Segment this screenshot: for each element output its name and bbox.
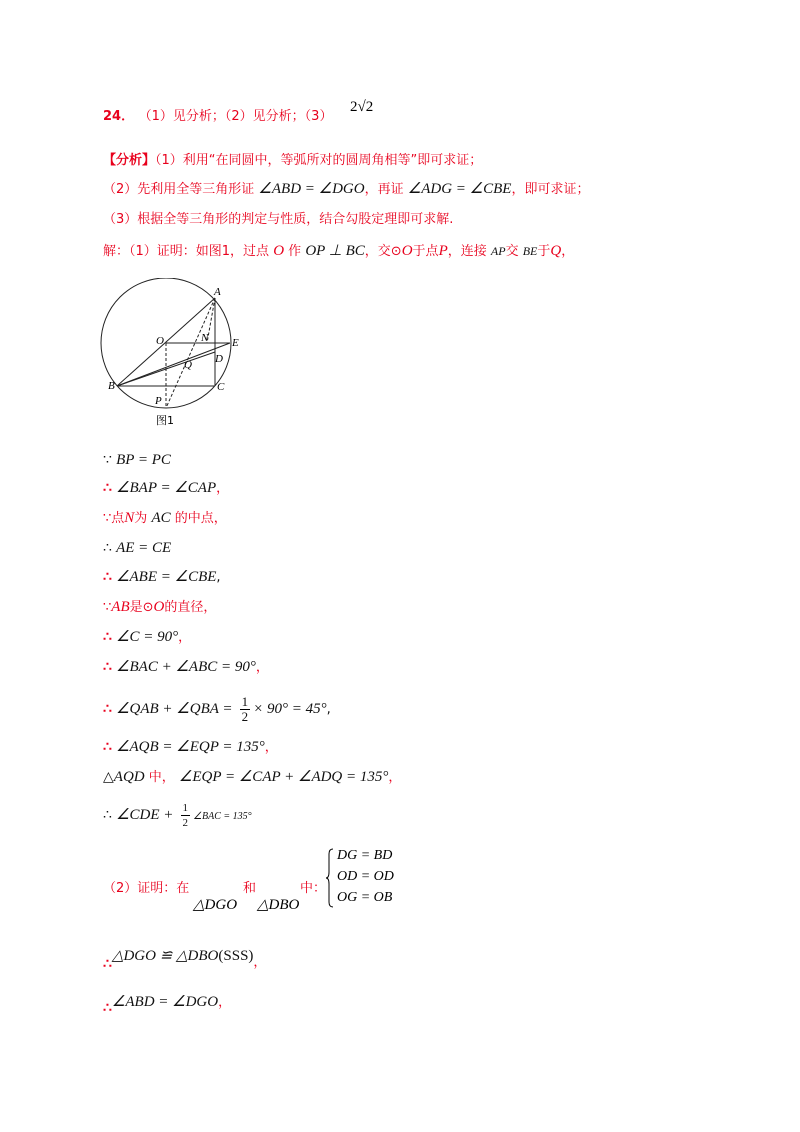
fraction-half-2: $\frac{1}{2}$ [182, 802, 189, 829]
step-3: ∵点N为 AC 的中点， [103, 510, 227, 526]
analysis-tag: 【分析】 [103, 153, 156, 168]
step-8: ∴ ∠BAC + ∠ABC = 90°， [103, 659, 269, 675]
label-c: C [217, 381, 225, 393]
step-11: △AQD 中， ∠EQP = ∠CAP + ∠ADQ = 135°， [103, 769, 402, 785]
step-5: ∴ ∠ABE = ∠CBE, [103, 569, 221, 585]
part2-tri1: △DGO [193, 897, 238, 913]
part2-intro: （2）证明：在 [103, 881, 190, 896]
answer-three-value: 2√2 [350, 99, 374, 115]
step-10: ∴ ∠AQB = ∠EQP = 135°， [103, 739, 278, 755]
geometry-figure [95, 278, 255, 430]
conclusion-1: ∴△DGO ≌ △DBO(SSS)， [103, 948, 267, 972]
system-eq-3: OG = OB [337, 890, 393, 905]
label-b: B [108, 380, 115, 392]
part2-and: 和 [243, 881, 257, 896]
step-7: ∴ ∠C = 90°， [103, 629, 192, 645]
step-2: ∴ ∠BAP = ∠CAP， [103, 480, 230, 496]
answer-line [103, 108, 332, 126]
step-6: ∵AB是⊙O的直径， [103, 599, 217, 615]
segment-be [117, 343, 230, 386]
answer-summary: （1）见分析；（2）见分析；（3） [138, 109, 333, 124]
step-1: ∵ BP = PC [103, 452, 171, 468]
segment-ap-dashed [166, 298, 215, 408]
system-eq-2: OD = OD [337, 869, 394, 884]
label-d: D [215, 353, 223, 365]
analysis-line-2: （2）先利用全等三角形证 ∠ABD = ∠DGO，再证 ∠ADG = ∠CBE，即可求证； [103, 181, 590, 197]
step-12: ∴ ∠CDE + $\frac{1}{2}$ ∠BAC = 135° [103, 802, 252, 829]
fraction-half: $\frac{1}{2}$ [241, 694, 249, 724]
label-a: A [214, 286, 221, 298]
solution-line: 解：（1）证明：如图1，过点 O 作 OP ⊥ BC，交⊙O于点P，连接 AP交 BE于Q， [103, 243, 575, 259]
label-q: Q [184, 359, 192, 371]
system-eq-1: DG = BD [337, 848, 393, 863]
step-4: ∴ AE = CE [103, 540, 172, 556]
figure-caption: 图1 [156, 414, 174, 427]
part2-mid: 中： [300, 881, 327, 896]
analysis-line-1: 【分析】（1）利用“在同圆中，等弧所对的圆周角相等”即可求证； [103, 153, 483, 168]
label-p: P [155, 395, 162, 407]
label-e: E [232, 337, 239, 349]
part2-tri2: △DBO [257, 897, 300, 913]
label-n: N [201, 332, 209, 344]
label-o: O [156, 335, 164, 347]
question-number: 24． [103, 109, 135, 124]
system-brace [326, 848, 334, 908]
step-9: ∴ ∠QAB + ∠QBA = $\frac{1}{2}$ × 90° = 45°, [103, 694, 331, 724]
analysis-line-3: （3）根据全等三角形的判定与性质，结合勾股定理即可求解. [103, 212, 454, 227]
conclusion-2: ∴∠ABD = ∠DGO， [103, 994, 232, 1016]
